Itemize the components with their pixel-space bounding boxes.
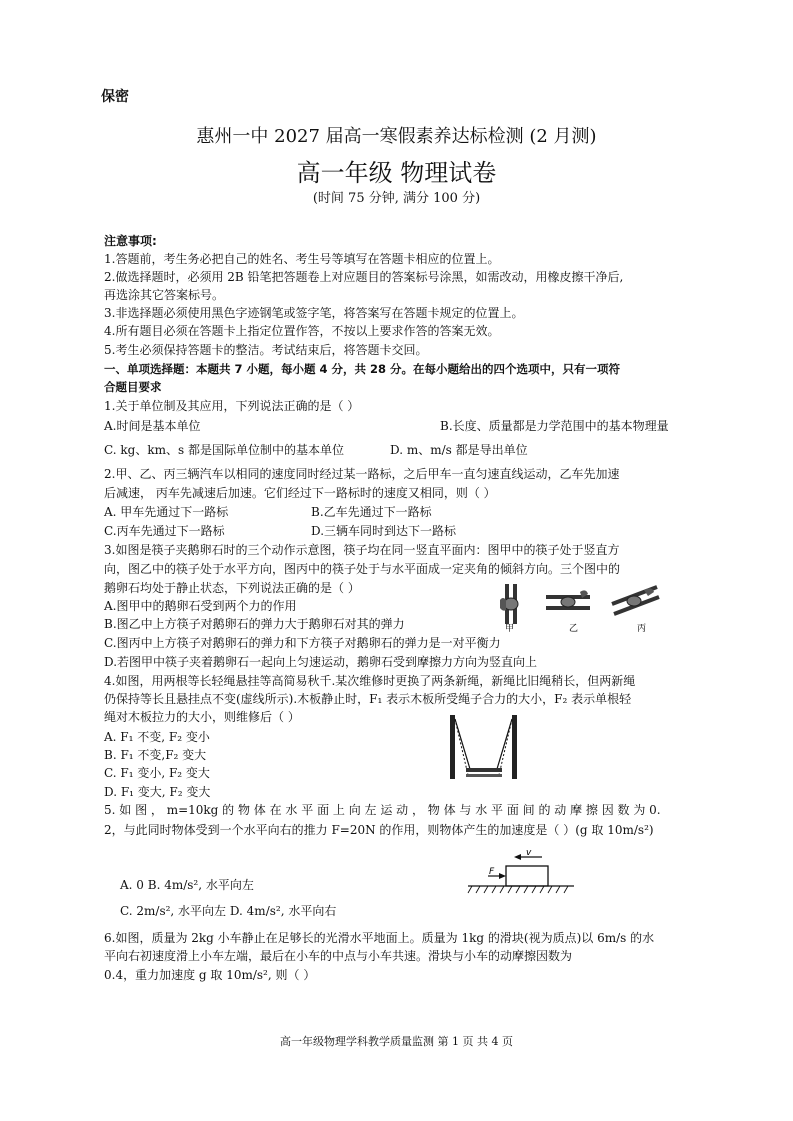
question-5-stem: 5. 如 图 ， m=10kg 的 物 体 在 水 平 面 上 向 左 运 动 ， 物 体 与 水 平 面 间 的 动 摩 擦 因 数 为 0. <box>104 803 661 817</box>
figure-yi <box>546 590 590 610</box>
figure-label-yi: 乙 <box>569 624 579 634</box>
question-1-stem: 1.关于单位制及其应用，下列说法正确的是（ ） <box>104 399 360 413</box>
figure-bing <box>612 587 659 614</box>
notes-heading: 注意事项: <box>104 234 157 248</box>
notes-item: 4.所有题目必须在答题卡上指定位置作答，不按以上要求作答的答案无效。 <box>104 324 500 338</box>
question-2-option-d: D.三辆车同时到达下一路标 <box>311 524 457 538</box>
question-5-options-ab: A. 0 B. 4m/s², 水平向左 <box>120 878 254 892</box>
figure-jia <box>500 584 518 624</box>
swing-figure <box>446 713 522 781</box>
question-4-option-a: A. F₁ 不变, F₂ 变小 <box>104 730 210 744</box>
question-4-option-b: B. F₁ 不变,F₂ 变大 <box>104 748 207 762</box>
question-2-stem-cont: 后减速， 丙车先减速后加速。它们经过下一路标时的速度又相同，则（ ） <box>104 486 496 500</box>
question-3-stem-cont: 向，图乙中的筷子处于水平方向，图丙中的筷子处于与水平面成一定夹角的倾斜方向。三个图中的 <box>104 562 621 576</box>
question-6-stem: 6.如图，质量为 2kg 小车静止在足够长的光滑水平地面上。质量为 1kg 的滑块(视为质点)以 6m/s 的水 <box>104 931 655 945</box>
exam-time-info: (时间 75 分钟, 满分 100 分) <box>312 191 481 206</box>
question-2-option-c: C.丙车先通过下一路标 <box>104 524 225 538</box>
force-label: F <box>489 867 495 877</box>
question-4-option-d: D. F₁ 变大, F₂ 变大 <box>104 785 211 799</box>
question-3-option-d: D.若图甲中筷子夹着鹅卵石一起向上匀速运动，鹅卵石受到摩擦力方向为竖直向上 <box>104 655 538 669</box>
chopsticks-figure <box>494 582 669 634</box>
notes-item: 再选涂其它答案标号。 <box>104 288 225 302</box>
question-3-stem-cont: 鹅卵石均处于静止状态，下列说法正确的是（ ） <box>104 581 360 595</box>
question-3-option-c: C.图丙中上方筷子对鹅卵石的弹力和下方筷子对鹅卵石的弹力是一对平衡力 <box>104 636 501 650</box>
section-heading-cont: 合题目要求 <box>104 380 162 394</box>
question-5-options-cd: C. 2m/s², 水平向左 D. 4m/s², 水平向右 <box>120 904 337 918</box>
confidential-label: 保密 <box>101 89 129 105</box>
question-3-option-a: A.图甲中的鹅卵石受到两个力的作用 <box>104 599 297 613</box>
notes-item: 3.非选择题必须使用黑色字迹钢笔或签字笔，将答案写在答题卡规定的位置上。 <box>104 306 524 320</box>
question-1-option-b: B.长度、质量都是力学范围中的基本物理量 <box>440 419 669 433</box>
section-heading: 一、单项选择题：本题共 7 小题，每小题 4 分，共 28 分。在每小题给出的四个选项中，只有一项符 <box>104 362 621 376</box>
question-1-option-d: D. m、m/s 都是导出单位 <box>390 443 528 457</box>
figure-label-jia: 甲 <box>505 624 515 634</box>
question-1-option-a: A.时间是基本单位 <box>104 419 201 433</box>
velocity-label: v <box>526 848 532 858</box>
notes-item: 2.做选择题时，必须用 2B 铅笔把答题卷上对应题目的答案标号涂黑，如需改动，用橡皮擦干净后, <box>104 270 624 284</box>
figure-label-bing: 丙 <box>637 624 647 634</box>
page-footer: 高一年级物理学科教学质量监测 第 1 页 共 4 页 <box>280 1035 513 1048</box>
notes-item: 1.答题前，考生务必把自己的姓名、考生号等填写在答题卡相应的位置上。 <box>104 252 500 266</box>
question-4-stem-cont: 仍保持等长且悬挂点不变(虚线所示).木板静止时，F₁ 表示木板所受绳子合力的大小，F₂ 表示单根轻 <box>104 692 632 706</box>
question-3-stem: 3.如图是筷子夹鹅卵石时的三个动作示意图，筷子均在同一竖直平面内：图甲中的筷子处于竖直方 <box>104 543 620 557</box>
question-1-option-c: C. kg、km、s 都是国际单位制中的基本单位 <box>104 443 344 457</box>
block-figure <box>466 848 576 896</box>
question-4-stem-cont: 绳对木板拉力的大小，则维修后（ ） <box>104 710 300 724</box>
question-6-stem-cont: 平向右初速度滑上小车左端，最后在小车的中点与小车共速。滑块与小车的动摩擦因数为 <box>104 949 573 963</box>
question-6-stem-cont: 0.4，重力加速度 g 取 10m/s², 则（ ） <box>104 968 316 982</box>
exam-title: 惠州一中 2027 届高一寒假素养达标检测 (2 月测) <box>196 126 597 147</box>
question-2-option-a: A. 甲车先通过下一路标 <box>104 505 229 519</box>
question-4-option-c: C. F₁ 变小, F₂ 变大 <box>104 766 210 780</box>
question-4-stem: 4.如图，用两根等长轻绳悬挂等高简易秋千.某次维修时更换了两条新绳，新绳比旧绳稍长，但两新绳 <box>104 674 636 688</box>
question-3-option-b: B.图乙中上方筷子对鹅卵石的弹力大于鹅卵石对其的弹力 <box>104 617 405 631</box>
notes-item: 5.考生必须保持答题卡的整洁。考试结束后，将答题卡交回。 <box>104 343 428 357</box>
exam-subtitle: 高一年级 物理试卷 <box>296 159 497 187</box>
question-2-stem: 2.甲、乙、丙三辆汽车以相同的速度同时经过某一路标，之后甲车一直匀速直线运动，乙车先加速 <box>104 467 620 481</box>
question-2-option-b: B.乙车先通过下一路标 <box>311 505 432 519</box>
question-5-stem-cont: 2，与此同时物体受到一个水平向右的推力 F=20N 的作用，则物体产生的加速度是（ ）(g 取 10m/s²) <box>104 823 654 837</box>
